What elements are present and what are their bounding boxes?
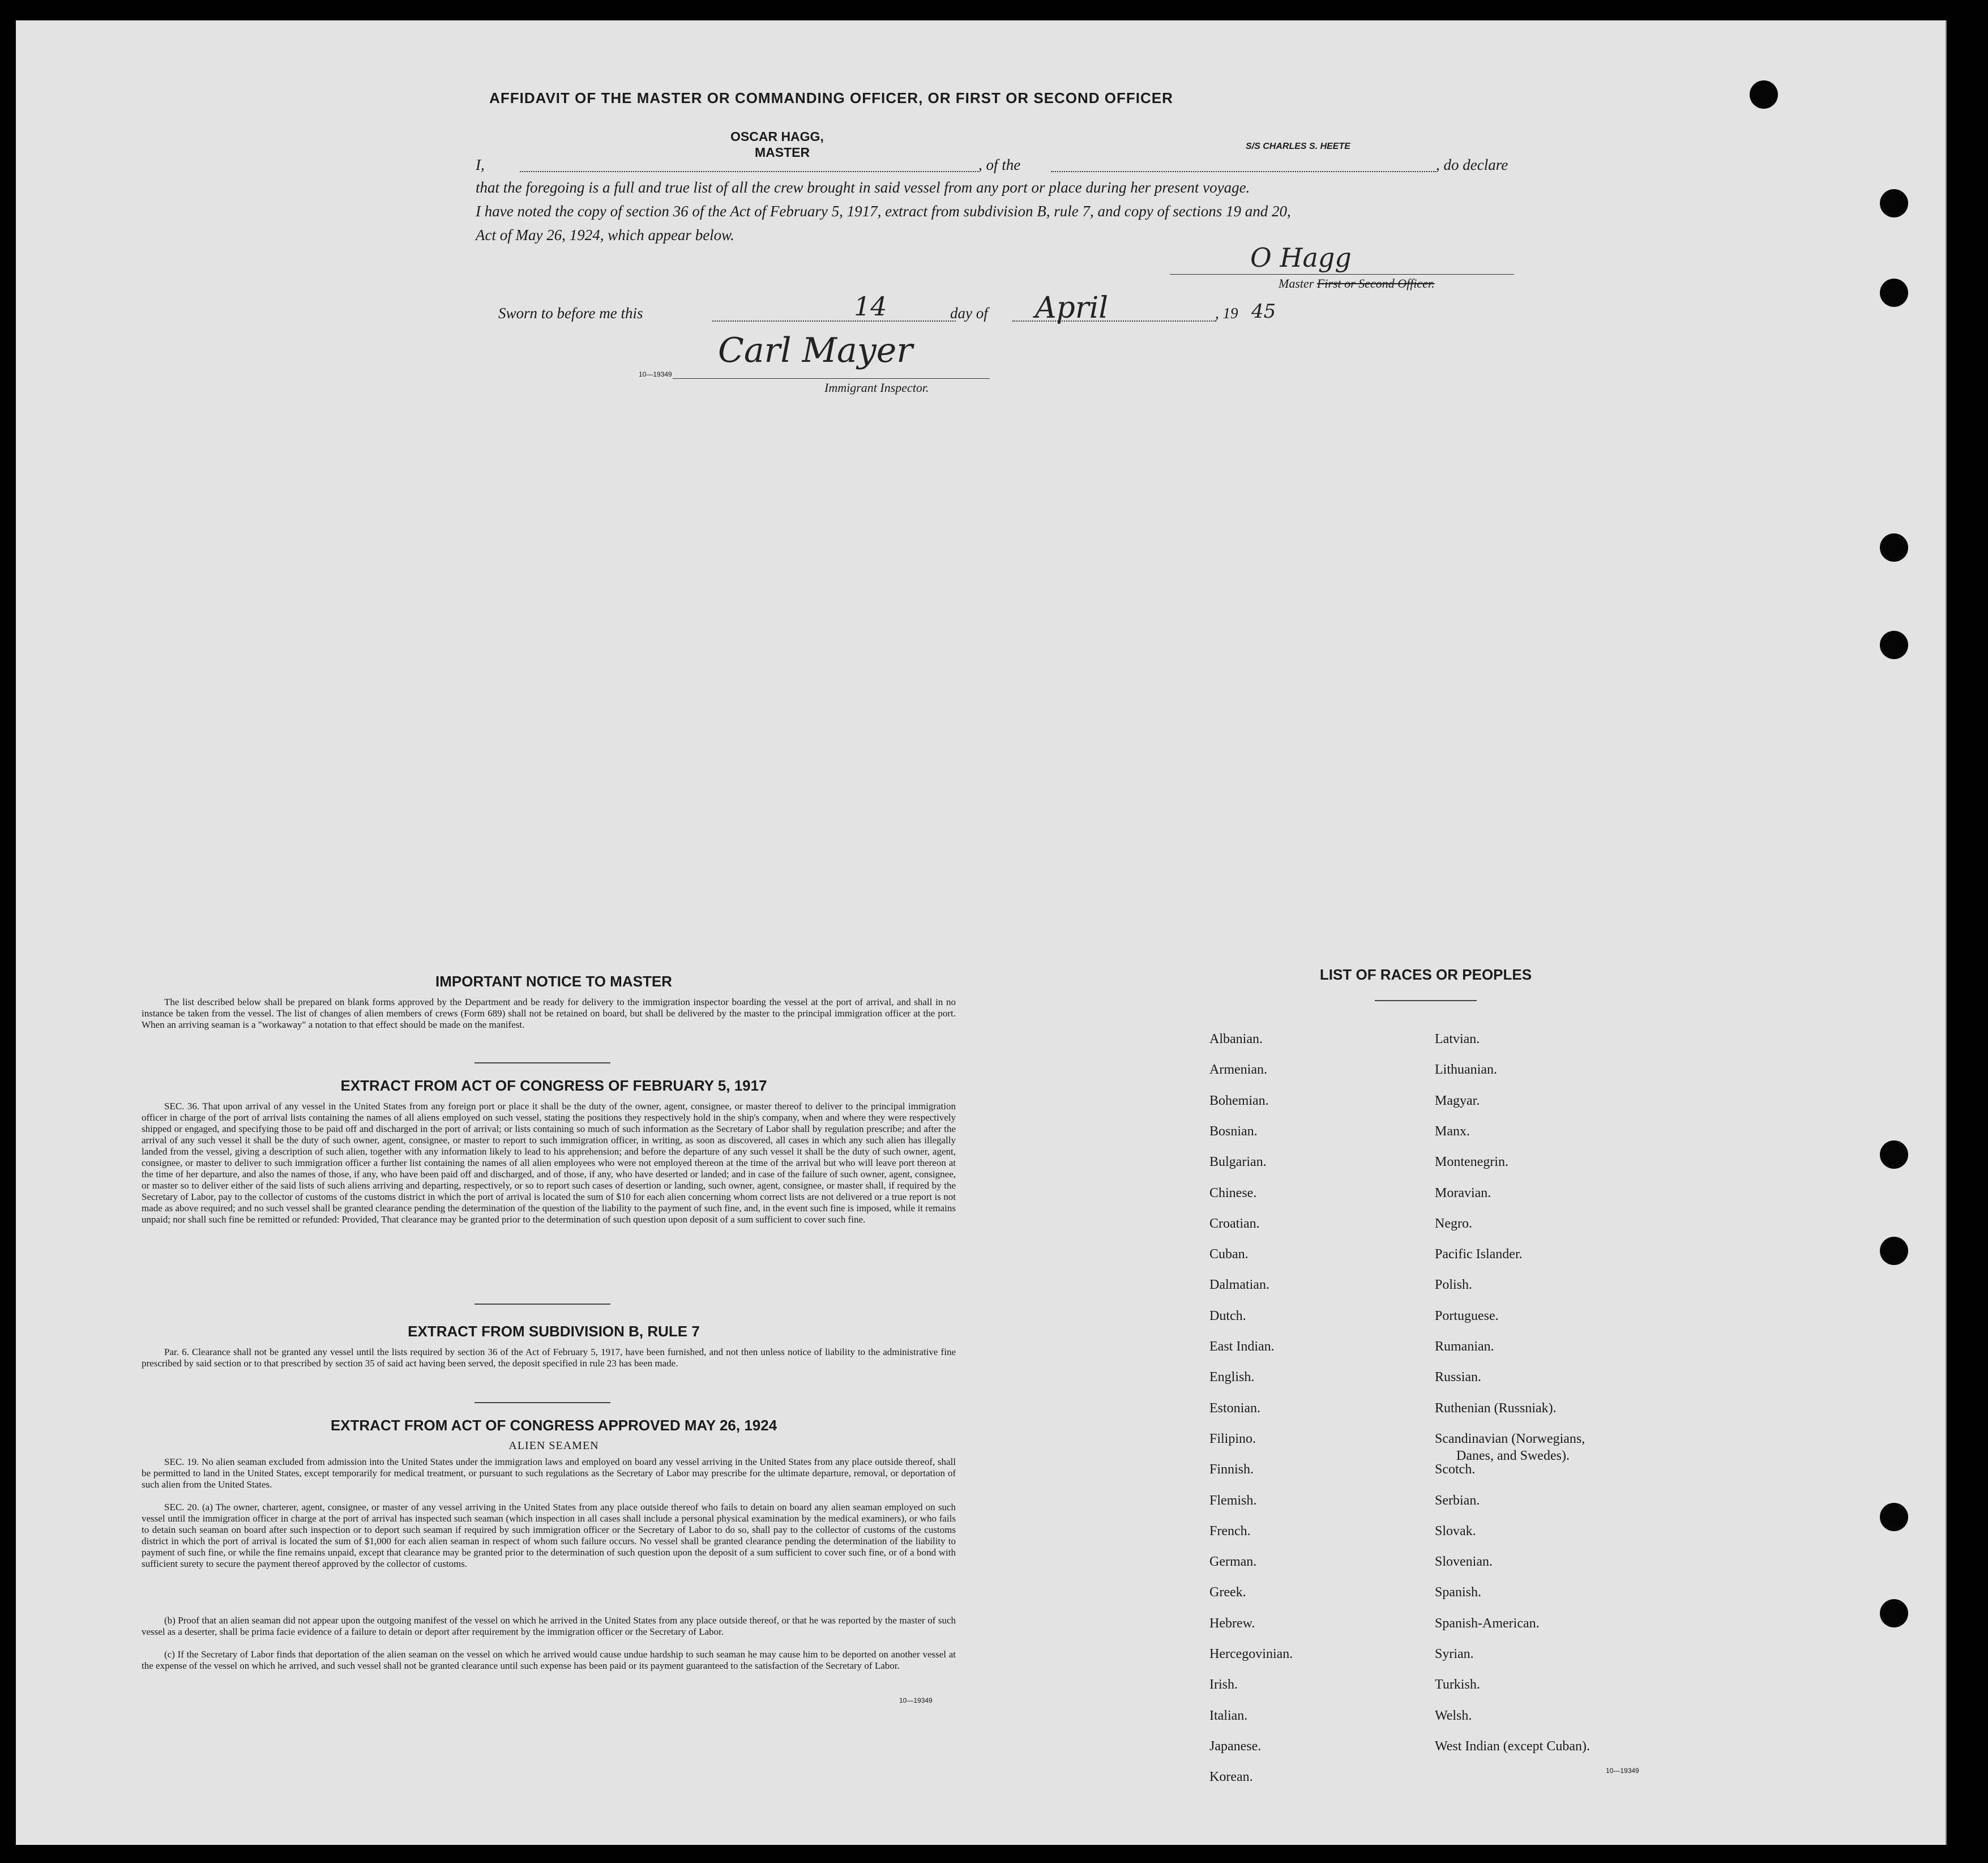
master-signature-line <box>1170 274 1514 275</box>
race-item: Portuguese. <box>1435 1308 1499 1323</box>
race-item: Spanish-American. <box>1435 1616 1540 1631</box>
punch-hole <box>1880 189 1908 217</box>
affidavit-title: AFFIDAVIT OF THE MASTER OR COMMANDING OFFICER, OR FIRST OR SECOND OFFICER <box>489 89 1173 106</box>
day-of-label: day of <box>950 305 988 322</box>
race-item: Japanese. <box>1209 1738 1262 1754</box>
affidavit-body-line1: that the foregoing is a full and true list of all the crew brought in said vessel from any port or place during her present voyage. <box>476 179 1250 196</box>
sworn-year-prefix: , 19 <box>1215 305 1238 322</box>
race-item: Lithuanian. <box>1435 1062 1497 1078</box>
race-item: Spanish. <box>1435 1585 1482 1600</box>
do-declare-label: , do declare <box>1436 156 1508 173</box>
sworn-month: April <box>1035 291 1108 325</box>
race-item: Dutch. <box>1209 1308 1246 1323</box>
punch-hole <box>1880 631 1908 659</box>
race-item: Bosnian. <box>1209 1123 1258 1139</box>
race-item: Italian. <box>1209 1708 1248 1723</box>
struck-officer-caption: First or Second Officer. <box>1316 276 1435 290</box>
race-item: Albanian. <box>1209 1032 1263 1046</box>
race-item: English. <box>1209 1370 1255 1385</box>
extract-1924-sec19: SEC. 19. No alien seaman excluded from admission into the United States under the immigration laws and employed on board any vessel arriving in the United States from any place outside thereof, shall be permitted to land in the United States, except temporarily for medical treatment, or pursuant to such regulations as the Secretary of Labor may prescribe for the ultimate departure, removal, or deportation of such alien from the United States. <box>142 1456 956 1490</box>
affidavit-form-number: 10—19349 <box>639 370 672 378</box>
race-item: East Indian. <box>1209 1339 1275 1354</box>
race-item: Moravian. <box>1435 1185 1491 1200</box>
race-item: Rumanian. <box>1435 1339 1494 1354</box>
race-item: Pacific Islander. <box>1435 1247 1523 1262</box>
sworn-label: Sworn to before me this <box>498 305 643 322</box>
race-item: Chinese. <box>1209 1185 1257 1200</box>
race-item: Serbian. <box>1435 1493 1480 1508</box>
race-item: Syrian. <box>1435 1647 1474 1661</box>
section-divider <box>474 1062 610 1063</box>
notice-text: The list described below shall be prepared on blank forms approved by the Department and be ready for delivery to the immigration inspector boarding the vessel at the port of arrival, and shall in no instance be taken from the vessel. The list of changes of alien members of crews (Form 689) shall not be retained on board, but shall be delivered by the master to the principal immigration officer at the port. When an arriving seaman is a "workaway" a notation to that effect should be made on the manifest. <box>142 997 956 1030</box>
document-sheet <box>16 20 1947 1845</box>
master-caption <box>1279 276 1435 291</box>
sworn-year: 45 <box>1251 300 1276 323</box>
race-item: Montenegrin. <box>1435 1155 1508 1170</box>
race-item: Armenian. <box>1209 1062 1267 1078</box>
sworn-day-line <box>712 321 956 322</box>
race-item: Bulgarian. <box>1209 1155 1267 1170</box>
officer-name-line <box>520 171 978 172</box>
race-item: Bohemian. <box>1209 1093 1269 1108</box>
races-divider <box>1375 1000 1477 1001</box>
of-the-label: , of the <box>978 156 1021 173</box>
section-divider <box>474 1402 610 1403</box>
punch-hole <box>1880 1237 1908 1265</box>
race-item: Russian. <box>1435 1370 1482 1385</box>
punch-hole <box>1880 1503 1908 1531</box>
extract-rule7-text: Par. 6. Clearance shall not be granted any vessel until the lists required by section 36 of the Act of February 5, 1917, have been furnished, and not then unless notice of liability to the administrative fine prescribed by said section or to that prescribed by section 35 of said act having been served, the deposit specified in rule 23 has been made. <box>142 1347 956 1369</box>
officer-name: OSCAR HAGG, <box>730 129 824 144</box>
race-item: Irish. <box>1209 1677 1238 1693</box>
extract-1924-title: EXTRACT FROM ACT OF CONGRESS APPROVED MAY 26, 1924 <box>330 1417 777 1434</box>
affidavit-body-line2: I have noted the copy of section 36 of the Act of February 5, 1917, extract from subdivision B, rule 7, and copy of sections 19 and 20, <box>476 203 1291 220</box>
race-item: Flemish. <box>1209 1493 1257 1508</box>
race-item: Hercegovinian. <box>1209 1647 1293 1661</box>
extract-1924-sec20b: (b) Proof that an alien seaman did not appear upon the outgoing manifest of the vessel on which he arrived in the United States from any place outside thereof, or that he was reported by the master of such vessel as a deserter, shall be prima facie evidence of a failure to detain or deport after requirement by the immigration officer or the Secretary of Labor. <box>142 1615 956 1637</box>
race-item: Dalmatian. <box>1209 1277 1269 1293</box>
race-item: West Indian (except Cuban). <box>1435 1738 1590 1754</box>
race-item: Welsh. <box>1435 1708 1472 1723</box>
inspector-caption: Immigrant Inspector. <box>824 381 929 395</box>
race-item: Slovenian. <box>1435 1554 1493 1570</box>
race-item: Polish. <box>1435 1277 1473 1293</box>
affidavit-body-line3: Act of May 26, 1924, which appear below. <box>476 227 734 243</box>
master-signature: O Hagg <box>1250 242 1352 273</box>
race-item: Turkish. <box>1435 1677 1480 1693</box>
race-item: Filipino. <box>1209 1431 1256 1446</box>
notice-title: IMPORTANT NOTICE TO MASTER <box>435 973 672 990</box>
race-item: Manx. <box>1435 1123 1470 1139</box>
race-item: Magyar. <box>1435 1093 1480 1108</box>
race-item: Ruthenian (Russniak). <box>1435 1400 1557 1416</box>
race-item: Finnish. <box>1209 1462 1254 1477</box>
race-item: Scotch. <box>1435 1462 1476 1477</box>
punch-hole <box>1880 279 1908 307</box>
race-item: Slovak. <box>1435 1523 1476 1539</box>
extract-1917-text: SEC. 36. That upon arrival of any vessel in the United States from any foreign port or place it shall be the duty of the owner, agent, consignee, or master thereof to deliver to the principal immigration officer in charge of the port of arrival lists containing the names of all aliens employed on such vessel, stating the positions they respectively hold in the ship's company, when and where they were respectively shipped or engaged, and specifying those to be paid off and discharged in the port of arrival; or lists containing so much of such information as the Secretary of Labor shall by regulation prescribe; and after the arrival of any such vessel it shall be the duty of such owner, agent, consignee, or master to report to such immigration officer, in writing, as soon as discovered, all cases in which any such alien has illegally landed from the vessel, giving a description of such alien, together with any information likely to lead to his apprehension; and before the departure of any such vessel it shall be the duty of such owner, agent, consignee, or master to deliver to such immigration officer a further list containing the names of all alien employees who were not employed thereon at the time of the arrival but who will leave port thereon at the time of her departure, and also the names of those, if any, who have been paid off and discharged, and of those, if any, who have deserted or landed; and in case of the failure of such owner, agent, consignee, or master so to deliver either of the said lists of such aliens arriving and departing, respectively, or so to report such cases of desertion or landing, such owner, agent, consignee, or master shall, if required by the Secretary of Labor, pay to the collector of customs of the customs district in which the port of arrival is located the sum of $10 for each alien concerning whom correct lists are not delivered or a true report is not made as above required; and no such vessel shall be granted clearance pending the determination of the question of the liability to the payment of such fine, and, in the event such fine is imposed, while it remains unpaid; nor shall such fine be remitted or refunded: Provided, That clearance may be granted prior to the determination of such question upon deposit of a sum sufficient to cover such fine. <box>142 1101 956 1225</box>
race-item: Scandinavian (Norwegians, <box>1435 1431 1585 1446</box>
extract-form-number: 10—19349 <box>899 1697 933 1704</box>
race-item: Croatian. <box>1209 1216 1260 1231</box>
inspector-signature-line <box>673 378 990 379</box>
extract-rule7-title: EXTRACT FROM SUBDIVISION B, RULE 7 <box>408 1323 700 1340</box>
race-item: German. <box>1209 1554 1257 1570</box>
race-item: Danes, and Swedes). <box>1456 1448 1570 1463</box>
race-item: Estonian. <box>1209 1400 1260 1416</box>
races-form-number: 10—19349 <box>1606 1767 1639 1775</box>
master-caption-label: Master <box>1279 276 1314 290</box>
punch-hole <box>1750 80 1778 109</box>
race-item: Negro. <box>1435 1216 1472 1231</box>
vessel-name-line <box>1051 171 1436 172</box>
race-item: Latvian. <box>1435 1032 1480 1046</box>
race-item: Hebrew. <box>1209 1616 1255 1631</box>
i-label: I, <box>476 156 485 173</box>
officer-rank: MASTER <box>755 145 810 160</box>
punch-hole <box>1880 1599 1908 1627</box>
race-item: French. <box>1209 1523 1251 1539</box>
races-title: LIST OF RACES OR PEOPLES <box>1319 966 1532 983</box>
punch-hole <box>1880 533 1908 562</box>
race-item: Greek. <box>1209 1585 1246 1600</box>
section-divider <box>474 1304 610 1305</box>
punch-hole <box>1880 1140 1908 1169</box>
race-item: Cuban. <box>1209 1247 1249 1262</box>
extract-1924-sec20c: (c) If the Secretary of Labor finds that deportation of the alien seaman on the vessel on which he arrived would cause undue hardship to such seaman he may cause him to be deported on another vessel at the expense of the vessel on which he arrived, and such vessel shall not be granted clearance until such expense has been paid or its payment guaranteed to the satisfaction of the Secretary of Labor. <box>142 1649 956 1671</box>
race-item: Korean. <box>1209 1770 1253 1785</box>
sworn-day: 14 <box>854 291 887 322</box>
extract-1924-subtitle: ALIEN SEAMEN <box>508 1439 599 1452</box>
extract-1917-title: EXTRACT FROM ACT OF CONGRESS OF FEBRUARY 5, 1917 <box>340 1077 767 1094</box>
vessel-name: S/S CHARLES S. HEETE <box>1246 142 1350 151</box>
inspector-signature: Carl Mayer <box>718 331 913 370</box>
extract-1924-sec20a: SEC. 20. (a) The owner, charterer, agent, consignee, or master of any vessel arriving in the United States from any place outside thereof who fails to detain on board any alien seaman employed on such vessel until the immigration officer in charge at the port of arrival has inspected such seaman (which inspection in all cases shall include a personal physical examination by the medical examiners), or who fails to detain such seaman on board after such inspection or to deport such seaman if required by such immigration officer or the Secretary of Labor to do so, shall pay to the collector of customs of the customs district in which the port of arrival is located the sum of $1,000 for each alien seaman in respect of whom such failure occurs. No vessel shall be granted clearance pending the determination of the liability to payment of such fine, or while the fine remains unpaid, except that clearance may be granted prior to the determination of such question upon the deposit of a sum sufficient to cover such fine, or of a bond with sufficient surety to secure the payment thereof approved by the collector of customs. <box>142 1502 956 1569</box>
